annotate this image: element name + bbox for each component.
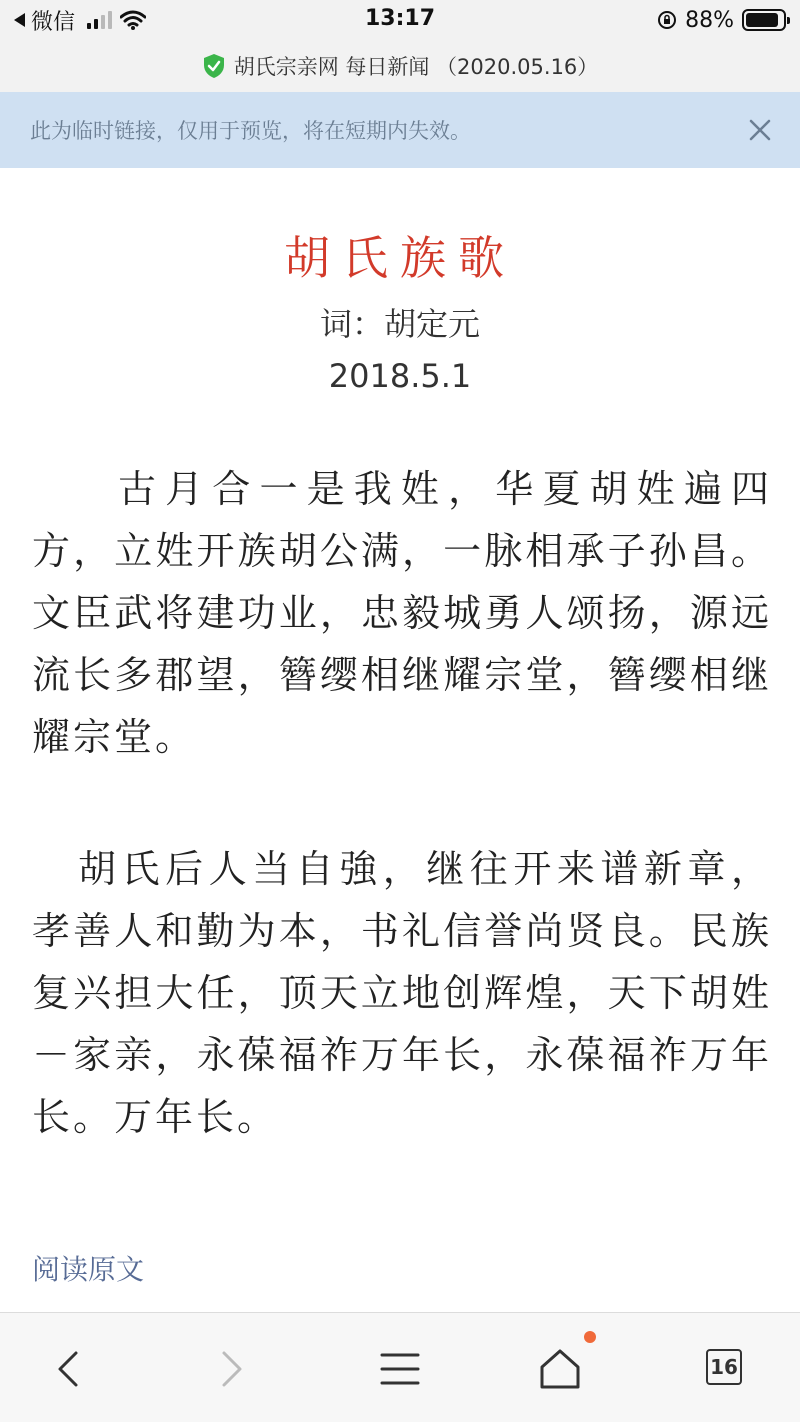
article-date: 2018.5.1 (328, 357, 472, 395)
menu-icon[interactable] (370, 1339, 430, 1399)
notification-dot (584, 1331, 596, 1343)
bottom-toolbar (0, 1312, 800, 1422)
article-paragraph: 胡氏后人当自強，继往开来谱新章，孝善人和勤为本，书礼信誉尚贤良。民族复兴担大任，顶天立地创辉煌，天下胡姓－家亲，永葆福祚万年长，永葆福祚万年长。万年长。 (32, 847, 772, 1139)
back-arrow-icon[interactable] (38, 1339, 98, 1399)
temporary-link-notice (0, 92, 800, 168)
close-icon[interactable] (748, 118, 772, 142)
back-app-label[interactable]: 微信 (31, 9, 76, 35)
article-paragraph: 古月合一是我姓，华夏胡姓遍四方，立姓开族胡公满，一脉相承子孙昌。文臣武将建功业，忠毅城勇人颂扬，源远流长多郡望，簪缨相继耀宗堂，簪缨相继耀宗堂。 (32, 467, 772, 759)
status-time: 13:17 (364, 6, 436, 31)
tab-count[interactable]: 16 (706, 1349, 742, 1385)
home-icon[interactable] (530, 1339, 590, 1399)
read-original-link[interactable]: 阅读原文 (32, 1253, 145, 1286)
notice-text: 此为临时链接，仅用于预览，将在短期内失效。 (30, 119, 471, 143)
page-header (0, 40, 800, 92)
secure-shield-icon (202, 53, 226, 79)
rotation-lock-icon (657, 10, 677, 30)
article-title: 胡氏族歌 (284, 231, 516, 285)
status-bar (0, 0, 800, 40)
battery-percent: 88% (685, 7, 734, 33)
page-header-title: 胡氏宗亲网 每日新闻 （2020.05.16） (233, 55, 599, 79)
battery-icon (742, 9, 786, 31)
battery-fill (746, 13, 778, 27)
article-author: 词：胡定元 (319, 305, 480, 343)
status-right (657, 6, 786, 34)
forward-arrow-icon[interactable] (202, 1339, 262, 1399)
tabs-button[interactable] (694, 1339, 754, 1399)
